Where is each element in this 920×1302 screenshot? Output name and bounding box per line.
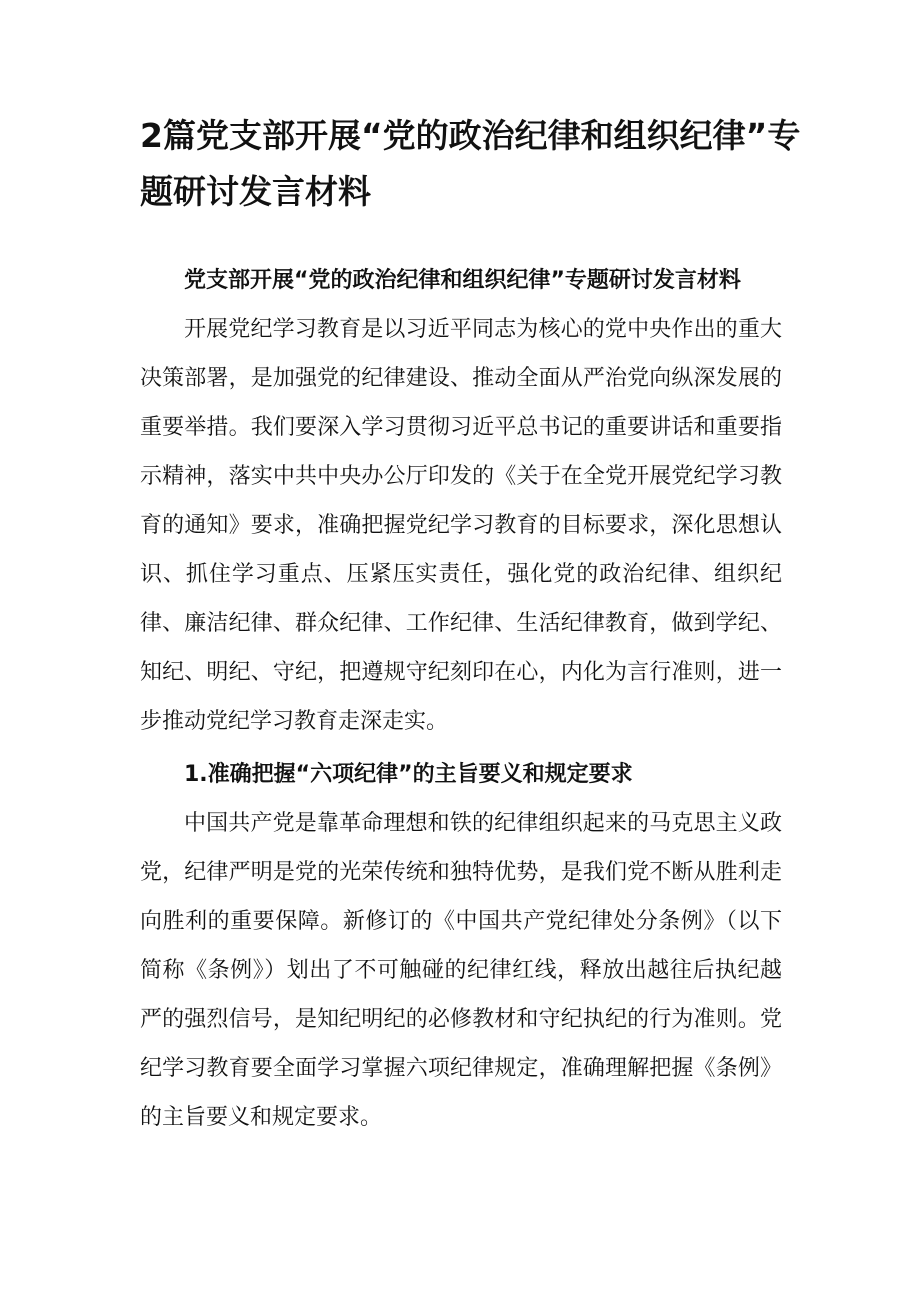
document-body <box>140 256 782 1142</box>
section-1-heading: 1.准确把握“六项纪律”的主旨要义和规定要求 <box>184 762 633 787</box>
intro-paragraph: 开展党纪学习教育是以习近平同志为核心的党中央作出的重大决策部署，是加强党的纪律建设、推动全面从严治党向纵深发展的重要举措。我们要深入学习贯彻习近平总书记的重要讲话和重要指示精神，落实中共中央办公厅印发的《关于在全党开展党纪学习教育的通知》要求，准确把握党纪学习教育的目标要求，深化思想认识、抓住学习重点、压紧压实责任，强化党的政治纪律、组织纪律、廉洁纪律、群众纪律、工作纪律、生活纪律教育，做到学纪、知纪、明纪、守纪，把遵规守纪刻印在心，内化为言行准则，进一步推动党纪学习教育走深走实。 <box>140 317 782 734</box>
document-title: 2篇党支部开展“党的政治纪律和组织纪律”专题研讨发言材料 <box>140 116 801 211</box>
speech-heading: 党支部开展“党的政治纪律和组织纪律”专题研讨发言材料 <box>184 268 741 293</box>
section-1-paragraph: 中国共产党是靠革命理想和铁的纪律组织起来的马克思主义政党，纪律严明是党的光荣传统和独特优势，是我们党不断从胜利走向胜利的重要保障。新修订的《中国共产党纪律处分条例》（以下简称《条例》）划出了不可触碰的纪律红线，释放出越往后执纪越严的强烈信号，是知纪明纪的必修教材和守纪执纪的行为准则。党纪学习教育要全面学习掌握六项纪律规定，准确理解把握《条例》的主旨要义和规定要求。 <box>140 811 782 1130</box>
